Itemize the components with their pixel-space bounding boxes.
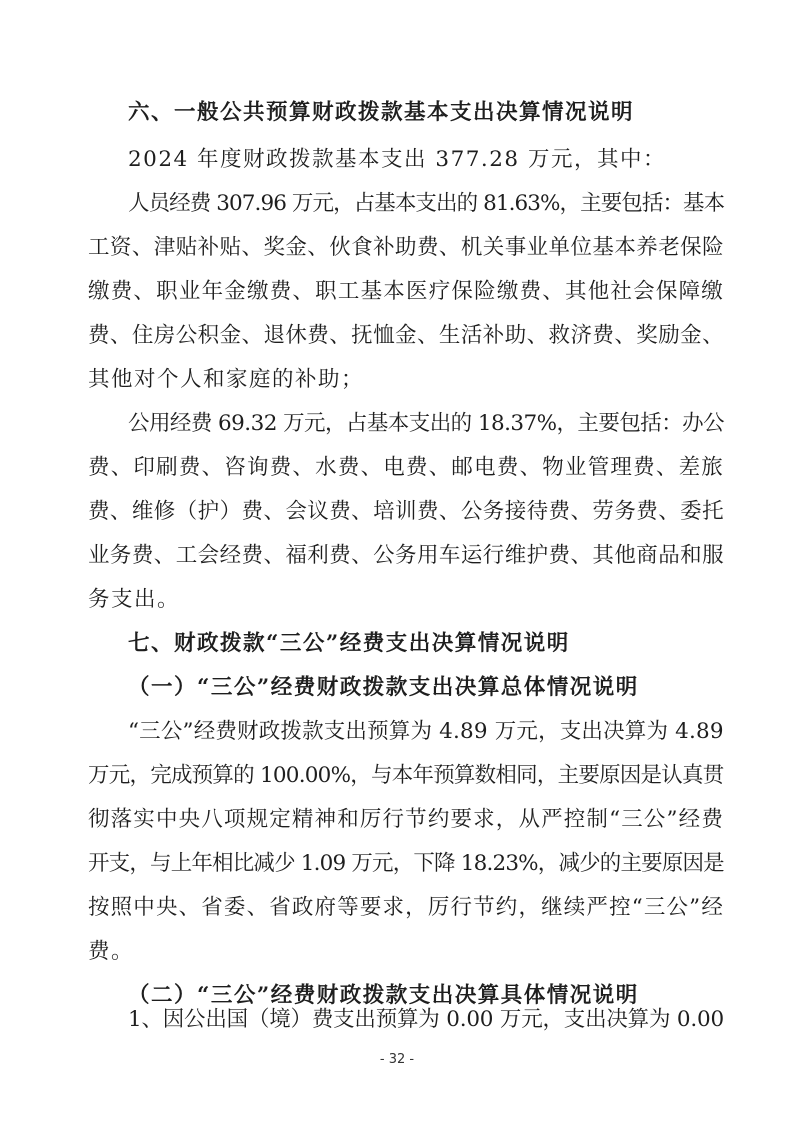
- paragraph-line: 工资、津贴补贴、奖金、伙食补助费、机关事业单位基本养老保险: [88, 235, 725, 260]
- page-number: - 32 -: [379, 1052, 415, 1067]
- subsection-heading-2: （二）“三公”经费财政拨款支出决算具体情况说明: [128, 983, 639, 1008]
- paragraph-line: 缴费、职业年金缴费、职工基本医疗保险缴费、其他社会保障缴: [88, 279, 725, 304]
- paragraph-line: 按照中央、省委、省政府等要求，厉行节约，继续严控“三公”经: [88, 895, 724, 920]
- paragraph-line: 万元，完成预算的 100.00%，与本年预算数相同，主要原因是认真贯: [88, 763, 724, 788]
- paragraph-line: 业务费、工会经费、福利费、公务用车运行维护费、其他商品和服: [88, 543, 725, 568]
- paragraph-line: 人员经费 307.96 万元，占基本支出的 81.63%，主要包括：基本: [128, 191, 725, 216]
- paragraph-line: 其他对个人和家庭的补助；: [88, 367, 365, 392]
- paragraph-line: 费、维修（护）费、会议费、培训费、公务接待费、劳务费、委托: [88, 499, 725, 524]
- paragraph-line: 2024 年度财政拨款基本支出 377.28 万元，其中：: [128, 147, 666, 172]
- subsection-heading-1: （一）“三公”经费财政拨款支出决算总体情况说明: [128, 675, 639, 700]
- paragraph-line: “三公”经费财政拨款支出预算为 4.89 万元，支出决算为 4.89: [128, 719, 724, 744]
- section-heading-7: 七、财政拨款“三公”经费支出决算情况说明: [128, 631, 570, 656]
- paragraph-line: 1、因公出国（境）费支出预算为 0.00 万元，支出决算为 0.00: [128, 1007, 724, 1032]
- paragraph-line: 务支出。: [88, 587, 181, 612]
- paragraph-line: 费、住房公积金、退休费、抚恤金、生活补助、救济费、奖励金、: [88, 323, 725, 348]
- section-heading-6: 六、一般公共预算财政拨款基本支出决算情况说明: [128, 100, 635, 125]
- paragraph-line: 彻落实中央八项规定精神和厉行节约要求，从严控制“三公”经费: [88, 807, 724, 832]
- paragraph-line: 费、印刷费、咨询费、水费、电费、邮电费、物业管理费、差旅: [88, 455, 725, 480]
- paragraph-line: 开支，与上年相比减少 1.09 万元，下降 18.23%，减少的主要原因是: [88, 851, 724, 876]
- paragraph-line: 费。: [88, 939, 135, 964]
- paragraph-line: 公用经费 69.32 万元，占基本支出的 18.37%，主要包括：办公: [128, 411, 725, 436]
